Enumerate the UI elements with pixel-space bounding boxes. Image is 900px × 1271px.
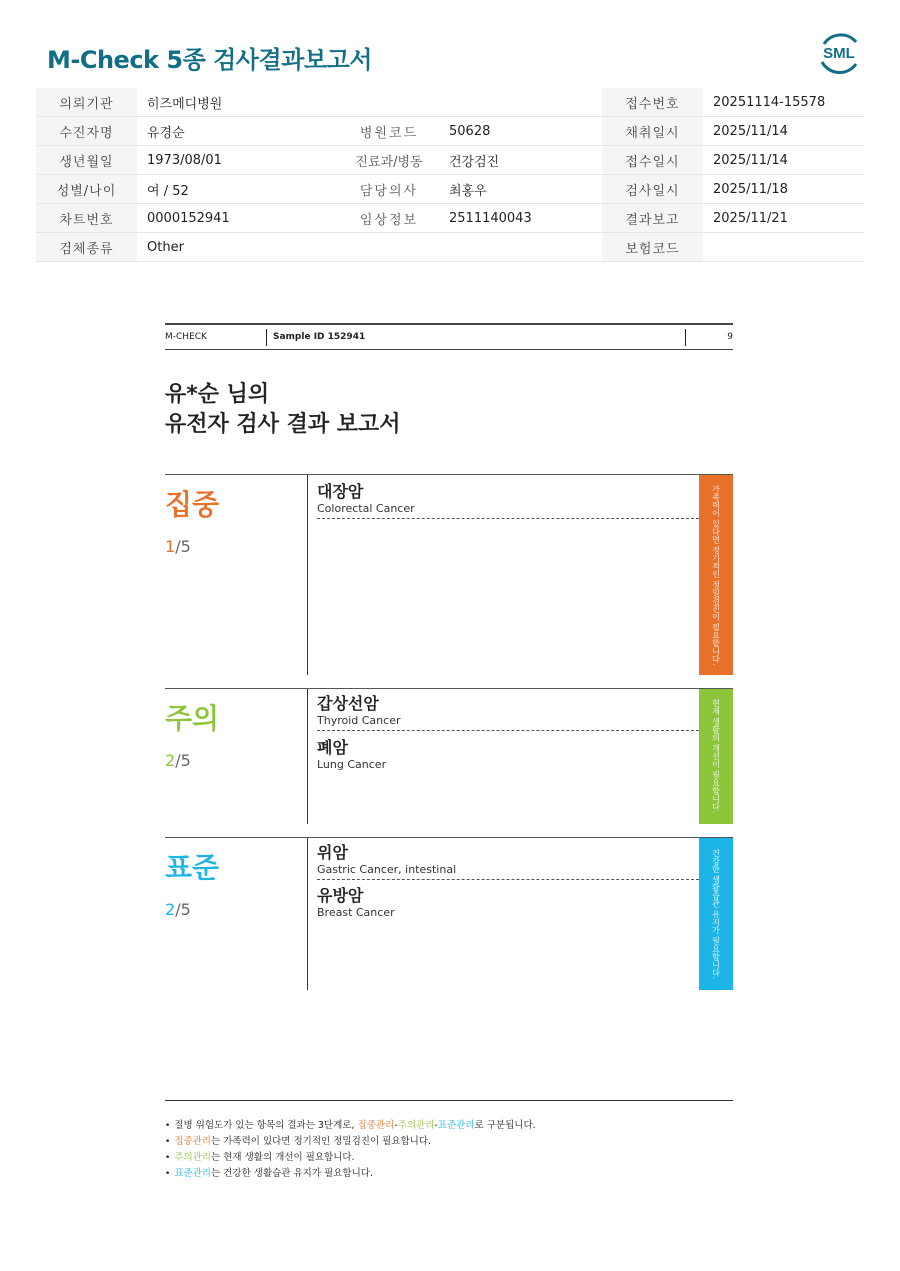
value-sex-age: 여 / 52 (137, 175, 339, 204)
footnote (165, 1166, 536, 1182)
risk-count-total: /5 (175, 900, 191, 919)
risk-count (165, 900, 191, 919)
value-insurance-code (703, 233, 864, 262)
footnotes (165, 1118, 536, 1182)
divider (266, 329, 267, 346)
note-standard: 표준관리 (174, 1168, 212, 1179)
label-tested: 검사일시 (602, 175, 703, 204)
value-empty (439, 88, 602, 117)
risk-section-caution (165, 688, 733, 824)
disease-name-en: Gastric Cancer, intestinal (317, 863, 457, 876)
info-row (36, 146, 864, 175)
risk-level-name: 주의 (165, 702, 220, 735)
value-institution: 히즈메디병원 (137, 88, 339, 117)
label-hospital-code: 병원코드 (339, 117, 439, 146)
disease-name-en: Breast Cancer (317, 906, 395, 919)
label-department: 진료과/병동 (339, 146, 439, 175)
divider (307, 838, 308, 990)
divider (165, 1100, 733, 1101)
risk-count-total: /5 (175, 537, 191, 556)
label-birthdate: 생년월일 (36, 146, 137, 175)
info-row (36, 204, 864, 233)
note-caution: 주의관리 (174, 1152, 212, 1163)
report-greeting (165, 380, 401, 440)
side-advice-text: 건강한 생활습관 유지가 필요합니다. (711, 848, 721, 980)
disease-item (317, 887, 699, 919)
disease-item (317, 739, 699, 771)
info-row (36, 175, 864, 204)
label-received: 접수일시 (602, 146, 703, 175)
report-title: M-Check 5종 검사결과보고서 (47, 46, 372, 74)
page-header-bar (165, 323, 733, 350)
label-institution: 의뢰기관 (36, 88, 137, 117)
note-text: 질병 위험도가 있는 항목의 결과는 3단계로, (174, 1120, 358, 1131)
disease-item (317, 844, 699, 880)
risk-count-number: 2 (165, 900, 176, 919)
risk-count-number: 2 (165, 751, 176, 770)
footnote (165, 1134, 536, 1150)
note-standard: 표준관리 (437, 1120, 475, 1131)
note-text: 는 가족력이 있다면 정기적인 정밀검진이 필요합니다. (211, 1136, 432, 1147)
greeting-title: 유전자 검사 결과 보고서 (165, 412, 401, 437)
value-collected: 2025/11/14 (703, 117, 864, 146)
disease-name-ko: 유방암 (317, 886, 364, 905)
risk-count (165, 537, 191, 556)
disease-name-ko: 갑상선암 (317, 694, 379, 713)
value-birthdate: 1973/08/01 (137, 146, 339, 175)
value-receipt-no: 20251114-15578 (703, 88, 864, 117)
value-doctor: 최홍우 (439, 175, 602, 204)
risk-section-focus (165, 474, 733, 675)
info-row (36, 88, 864, 117)
label-doctor: 담당의사 (339, 175, 439, 204)
sample-id: Sample ID 152941 (273, 332, 366, 342)
side-advice-bar (699, 689, 733, 824)
disease-name-en: Thyroid Cancer (317, 714, 401, 727)
divider (307, 475, 308, 675)
label-clinical-info: 임상정보 (339, 204, 439, 233)
disease-name-ko: 위암 (317, 843, 348, 862)
value-received: 2025/11/14 (703, 146, 864, 175)
risk-count-number: 1 (165, 537, 176, 556)
value-clinical-info: 2511140043 (439, 204, 602, 233)
label-reported: 결과보고 (602, 204, 703, 233)
risk-count-total: /5 (175, 751, 191, 770)
note-text: 는 현재 생활의 개선이 필요합니다. (211, 1152, 355, 1163)
info-row (36, 117, 864, 146)
value-reported: 2025/11/21 (703, 204, 864, 233)
risk-level-name: 표준 (165, 851, 220, 884)
value-specimen: Other (137, 233, 339, 262)
risk-section-standard (165, 837, 733, 990)
value-patient-name: 유경순 (137, 117, 339, 146)
value-chart-no: 0000152941 (137, 204, 339, 233)
note-text: 로 구분됩니다. (474, 1120, 536, 1131)
side-advice-text: 현재 생활의 개선이 필요합니다. (711, 699, 721, 814)
label-empty (339, 233, 439, 262)
value-department: 건강검진 (439, 146, 602, 175)
value-tested: 2025/11/18 (703, 175, 864, 204)
disease-name-en: Lung Cancer (317, 758, 387, 771)
disease-name-ko: 폐암 (317, 738, 348, 757)
greeting-name: 유*순 님의 (165, 382, 270, 407)
value-empty (439, 233, 602, 262)
label-chart-no: 차트번호 (36, 204, 137, 233)
side-advice-bar (699, 475, 733, 675)
divider (307, 689, 308, 824)
footnote (165, 1118, 536, 1134)
note-sep: - (434, 1120, 438, 1131)
note-caution: 주의관리 (397, 1120, 435, 1131)
label-insurance-code: 보험코드 (602, 233, 703, 262)
label-sex-age: 성별/나이 (36, 175, 137, 204)
label-receipt-no: 접수번호 (602, 88, 703, 117)
footnote (165, 1150, 536, 1166)
risk-level-name: 집중 (165, 488, 220, 521)
value-hospital-code: 50628 (439, 117, 602, 146)
label-empty (339, 88, 439, 117)
label-specimen: 검체종류 (36, 233, 137, 262)
disease-name-ko: 대장암 (317, 482, 364, 501)
note-focus: 집중관리 (174, 1136, 212, 1147)
sml-logo (816, 30, 862, 76)
note-text: 는 건강한 생활습관 유지가 필요합니다. (211, 1168, 373, 1179)
page-number: 9 (727, 332, 733, 342)
note-focus: 집중관리 (357, 1120, 395, 1131)
label-patient-name: 수진자명 (36, 117, 137, 146)
info-row (36, 233, 864, 262)
disease-item (317, 483, 699, 519)
disease-item (317, 695, 699, 731)
disease-name-en: Colorectal Cancer (317, 502, 415, 515)
label-collected: 채취일시 (602, 117, 703, 146)
note-sep: - (394, 1120, 398, 1131)
side-advice-bar (699, 838, 733, 990)
divider (685, 329, 686, 346)
patient-info-table (36, 88, 864, 262)
side-advice-text: 가족력이 있다면 정기적인 정밀검진이 필요합니다. (711, 484, 721, 666)
logo-text: SML (823, 45, 855, 62)
brand-label: M-CHECK (165, 332, 207, 342)
risk-count (165, 751, 191, 770)
